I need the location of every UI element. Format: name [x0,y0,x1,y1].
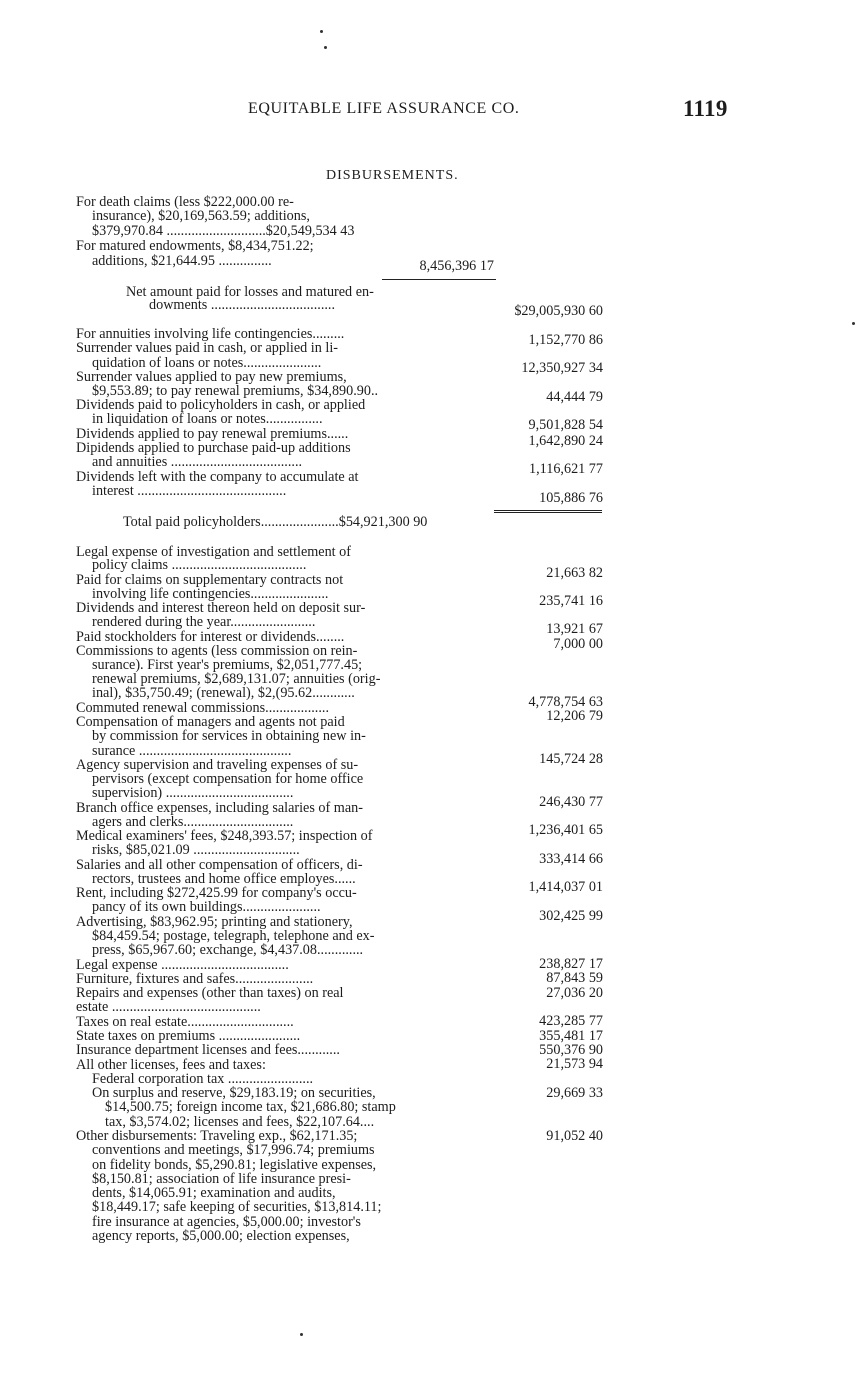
entry-line: Legal expense of investigation and settlement of [76,544,351,560]
print-speck [324,46,327,49]
inner-amount: 8,456,396 17 [419,258,494,274]
entry-line: Legal expense .................................... [76,957,289,973]
entry-line: surance ........................................... [92,743,292,759]
entry-line: All other licenses, fees and taxes: [76,1057,266,1073]
entry-line: estate .......................................... [76,999,261,1015]
entry-line: Commissions to agents (less commission on rein- [76,643,358,659]
entry-line: by commission for services in obtaining new in- [92,728,366,744]
entry-line: in liquidation of loans or notes................ [92,411,323,427]
entry-line: Agency supervision and traveling expenses of su- [76,757,359,773]
entry-line: Advertising, $83,962.95; printing and stationery, [76,914,353,930]
entry-line: pervisors (except compensation for home office [92,771,364,787]
amount: 355,481 17 [539,1028,603,1044]
entry-line: press, $65,967.60; exchange, $4,437.08............. [92,942,364,958]
entry-line: agers and clerks............................... [92,814,294,830]
amount: 235,741 16 [539,593,603,609]
print-speck [320,30,323,33]
entry-line: $84,459.54; postage, telegraph, telephone and ex- [92,928,375,944]
entry-line: Dipidends applied to purchase paid-up additions [76,440,351,456]
entry-line: policy claims ...................................... [92,557,307,573]
amount: 21,663 82 [546,565,603,581]
entry-line: For matured endowments, $8,434,751.22; [76,238,314,254]
entry-line: interest .......................................... [92,483,287,499]
amount: $29,005,930 60 [514,303,603,319]
amount: 1,414,037 01 [528,879,603,895]
amount: 1,152,770 86 [528,332,603,348]
entry-line: quidation of loans or notes...................... [92,355,322,371]
amount: 87,843 59 [546,970,603,986]
entry-line: insurance), $20,169,563.59; additions, [92,208,310,224]
amount: 550,376 90 [539,1042,603,1058]
entry-line: Insurance department licenses and fees............ [76,1042,340,1058]
page-number: 1119 [683,96,728,121]
entry-line: For death claims (less $222,000.00 re- [76,194,294,210]
total-rule [494,512,602,513]
section-title: DISBURSEMENTS. [326,168,459,183]
amount: 238,827 17 [539,956,603,972]
entry-line: Federal corporation tax ........................ [92,1071,314,1087]
entry-line: pancy of its own buildings...................... [92,899,321,915]
running-title: EQUITABLE LIFE ASSURANCE CO. [248,100,520,117]
amount: 1,236,401 65 [528,822,603,838]
entry-line: additions, $21,644.95 ............... [92,253,272,269]
entry-line: dowments ................................... [149,297,336,313]
entry-line: State taxes on premiums ....................... [76,1028,301,1044]
entry-line: surance). First year's premiums, $2,051,777.45; [92,657,363,673]
amount: 91,052 40 [546,1128,603,1144]
entry-line: fire insurance at agencies, $5,000.00; investor's [92,1214,361,1230]
amount: 9,501,828 54 [528,417,603,433]
amount: 12,206 79 [546,708,603,724]
entry-line: Branch office expenses, including salaries of man- [76,800,363,816]
amount: 29,669 33 [546,1085,603,1101]
entry-line: Salaries and all other compensation of officers, di- [76,857,363,873]
entry-line: Rent, including $272,425.99 for company's occu- [76,885,357,901]
entry-line: On surplus and reserve, $29,183.19; on securities, [92,1085,376,1101]
amount: 7,000 00 [553,636,603,652]
amount: 12,350,927 34 [521,360,603,376]
subtotal-rule [382,279,496,280]
entry-line: supervision) .................................... [92,785,294,801]
entry-line: $379,970.84 ............................$20,549,534 43 [92,223,355,239]
entry-line: $9,553.89; to pay renewal premiums, $34,890.90.. [92,383,379,399]
entry-line: Dividends and interest thereon held on deposit sur- [76,600,366,616]
entry-line: agency reports, $5,000.00; election expenses, [92,1228,350,1244]
entry-line: Surrender values paid in cash, or applied in li- [76,340,338,356]
entry-line: Paid stockholders for interest or dividends........ [76,629,345,645]
entry-line: Commuted renewal commissions.................. [76,700,329,716]
entry-line: dents, $14,065.91; examination and audits, [92,1185,336,1201]
entry-line: on fidelity bonds, $5,290.81; legislative expenses, [92,1157,377,1173]
entry-line: Furniture, fixtures and safes...................... [76,971,314,987]
amount: 13,921 67 [546,621,603,637]
entry-line: inal), $35,750.49; (renewal), $2,(95.62............ [92,685,355,701]
entry-line: Dividends paid to policyholders in cash, or applied [76,397,366,413]
entry-line: Dividends applied to pay renewal premiums...... [76,426,349,442]
amount: 4,778,754 63 [528,694,603,710]
amount: 302,425 99 [539,908,603,924]
entry-line: Dividends left with the company to accumulate at [76,469,359,485]
entry-line: Total paid policyholders......................$54,921,300 90 [123,514,428,530]
entry-line: and annuities ..................................... [92,454,303,470]
amount: 21,573 94 [546,1056,603,1072]
entry-line: $18,449.17; safe keeping of securities, $13,814.11; [92,1199,382,1215]
entry-line: Medical examiners' fees, $248,393.57; inspection of [76,828,373,844]
amount: 27,036 20 [546,985,603,1001]
entry-line: tax, $3,574.02; licenses and fees, $22,107.64.... [105,1114,375,1130]
amount: 423,285 77 [539,1013,603,1029]
print-speck [300,1333,303,1336]
entry-line: Other disbursements: Traveling exp., $62,171.35; [76,1128,358,1144]
entry-line: Repairs and expenses (other than taxes) on real [76,985,344,1001]
entry-line: renewal premiums, $2,689,131.07; annuities (orig- [92,671,381,687]
entry-line: conventions and meetings, $17,996.74; premiums [92,1142,375,1158]
entry-line: Surrender values applied to pay new premiums, [76,369,347,385]
amount: 1,116,621 77 [529,461,603,477]
entry-line: Net amount paid for losses and matured en- [126,284,374,300]
amount: 44,444 79 [546,389,603,405]
entry-line: involving life contingencies...................... [92,586,329,602]
entry-line: For annuities involving life contingencies......... [76,326,345,342]
entry-line: $8,150.81; association of life insurance presi- [92,1171,351,1187]
entry-line: Compensation of managers and agents not paid [76,714,345,730]
amount: 1,642,890 24 [528,433,603,449]
entry-line: rendered during the year........................ [92,614,316,630]
amount: 246,430 77 [539,794,603,810]
total-rule [494,510,602,511]
entry-line: Paid for claims on supplementary contracts not [76,572,344,588]
print-speck [852,322,855,325]
entry-line: $14,500.75; foreign income tax, $21,686.80; stamp [105,1099,396,1115]
amount: 105,886 76 [539,490,603,506]
amount: 333,414 66 [539,851,603,867]
amount: 145,724 28 [539,751,603,767]
entry-line: rectors, trustees and home office employes...... [92,871,356,887]
entry-line: risks, $85,021.09 .............................. [92,842,300,858]
entry-line: Taxes on real estate.............................. [76,1014,294,1030]
